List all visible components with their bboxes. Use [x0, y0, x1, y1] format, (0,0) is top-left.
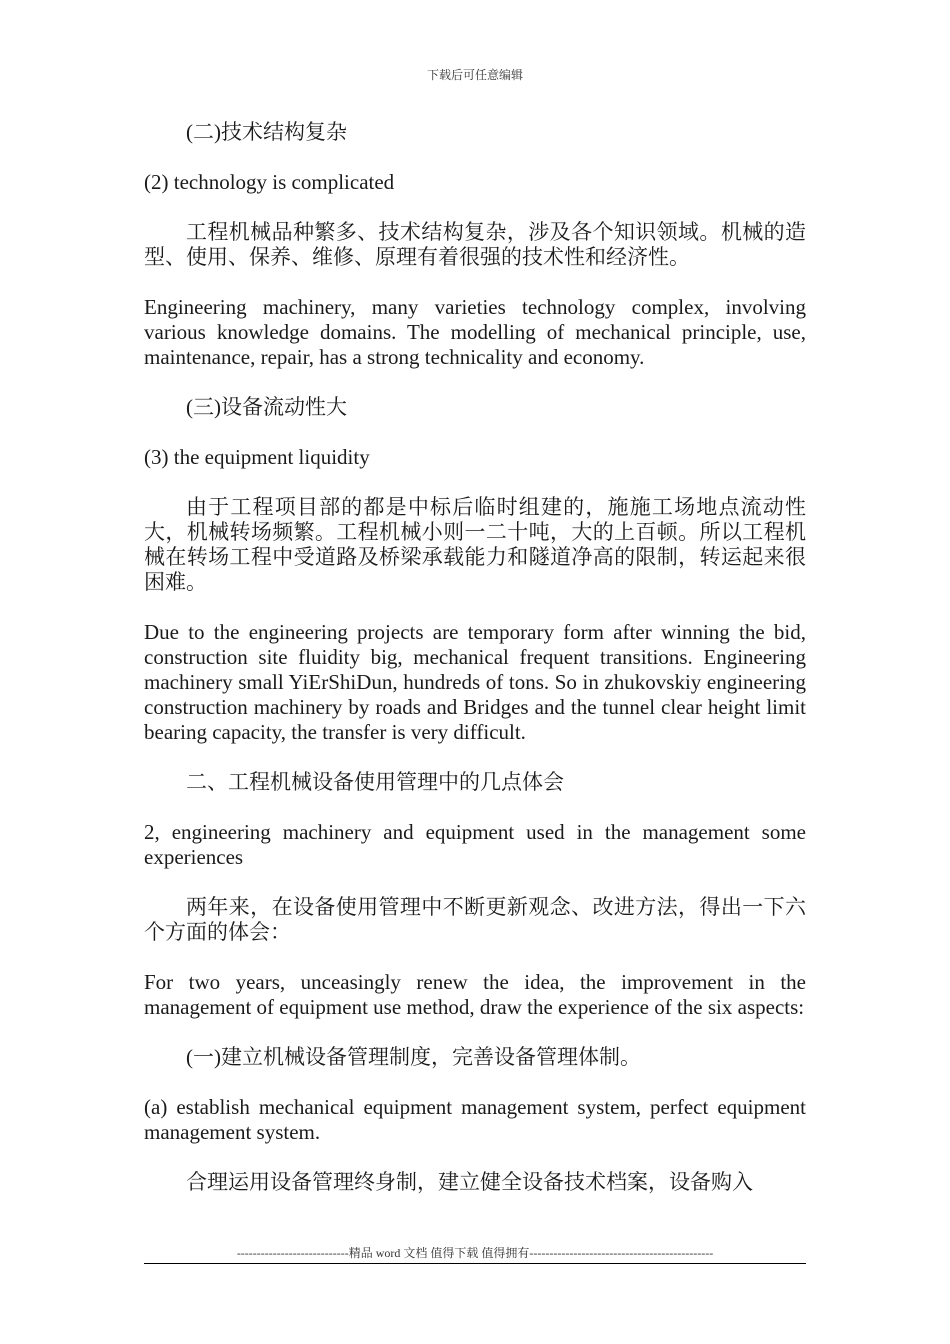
paragraph-six-aspects-cn: 两年来，在设备使用管理中不断更新观念、改进方法，得出一下六个方面的体会： [144, 895, 806, 944]
heading-management-system-cn: (一)建立机械设备管理制度，完善设备管理体制。 [186, 1045, 641, 1069]
footer-divider [144, 1263, 806, 1264]
paragraph-lifetime-management-cn: 合理运用设备管理终身制，建立健全设备技术档案，设备购入 [186, 1170, 753, 1194]
heading-management-system-en: (a) establish mechanical equipment management system, perfect equipment management system. [144, 1095, 806, 1144]
heading-equipment-mobility-en: (3) the equipment liquidity [144, 445, 370, 469]
heading-management-experience-cn: 二、工程机械设备使用管理中的几点体会 [186, 770, 564, 794]
paragraph-equipment-mobility-cn: 由于工程项目部的都是中标后临时组建的，施施工场地点流动性大，机械转场频繁。工程机械小则一二十吨，大的上百顿。所以工程机械在转场工程中受道路及桥梁承载能力和隧道净高的限制，转运起来很困难。 [144, 495, 806, 594]
page-header: 下载后可任意编辑 [426, 68, 523, 82]
page-footer: ----------------------------精品 word 文档 值得下载 值得拥有---------------------------------------------- [236, 1246, 714, 1260]
paragraph-six-aspects-en: For two years, unceasingly renew the idea, the improvement in the management of equipment use method, draw the experience of the six aspects: [144, 970, 806, 1019]
heading-technical-complexity-en: (2) technology is complicated [144, 170, 395, 194]
paragraph-equipment-mobility-en: Due to the engineering projects are temporary form after winning the bid, construction site fluidity big, mechanical frequent transitions. Engineering machinery small YiErShiDun, hundreds of tons. So in zhukovskiy engineering construction machinery by roads and Bridges and the tunnel clear height limit bearing capacity, the transfer is very difficult. [144, 620, 806, 744]
heading-equipment-mobility-cn: (三)设备流动性大 [186, 395, 347, 419]
document-body [144, 120, 806, 1195]
paragraph-technical-complexity-en: Engineering machinery, many varieties technology complex, involving various knowledge domains. The modelling of mechanical principle, use, maintenance, repair, has a strong technicality and economy. [144, 295, 806, 369]
heading-management-experience-en: 2, engineering machinery and equipment used in the management some experiences [144, 820, 806, 869]
paragraph-technical-complexity-cn: 工程机械品种繁多、技术结构复杂，涉及各个知识领域。机械的造型、使用、保养、维修、原理有着很强的技术性和经济性。 [144, 220, 806, 269]
heading-technical-complexity-cn: (二)技术结构复杂 [186, 120, 347, 144]
